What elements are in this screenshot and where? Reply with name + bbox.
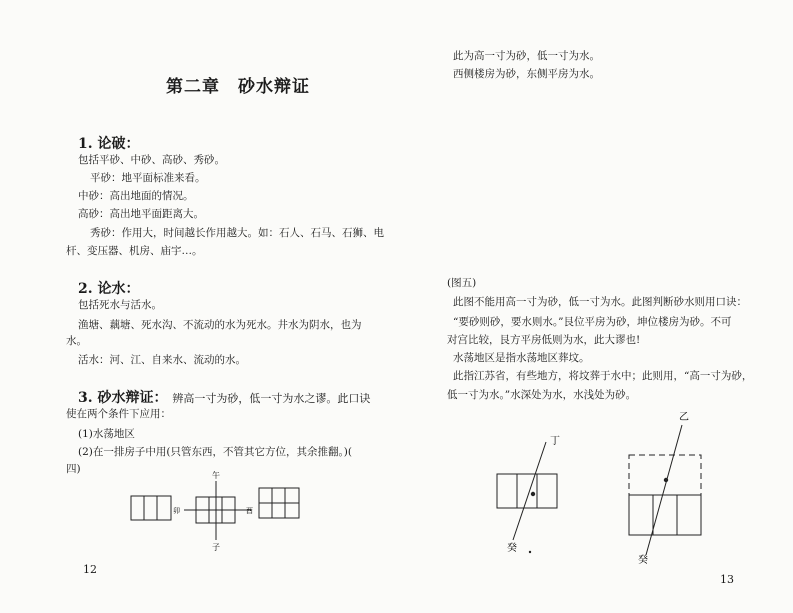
fig5-right-house-lower: [629, 495, 701, 535]
right-line2: 西侧楼房为砂，东侧平房为水。: [453, 68, 600, 80]
page-number-left: 12: [83, 563, 97, 576]
section3-item2-line1: (2)在一排房子中用(只管东西，不管其它方位，其余推翻。)(: [78, 446, 352, 458]
right-p3-line2: 低一寸为水。”水深处为水，水浅处为砂。: [447, 389, 637, 401]
section3-item1: (1)水荡地区: [78, 428, 135, 440]
section1-high: 高砂：高出地平面距离大。: [78, 208, 204, 220]
fig4-label-north: 午: [212, 471, 220, 480]
figure-5-diagram: [400, 0, 793, 613]
section2-heading: 2. 论水：: [78, 281, 140, 297]
right-p1-line3: 对宫比较，艮方平房低则为水，此大谬也!: [447, 334, 641, 346]
fig4-label-south: 子: [212, 543, 220, 552]
section2-dead-line2: 水。: [66, 335, 87, 347]
fig5-left-axis: [513, 442, 546, 540]
right-p2: 水荡地区是指水荡地区葬坟。: [453, 352, 590, 364]
section1-heading: 1. 论破：: [78, 136, 140, 152]
section1-flat: 平砂：地平面标准来看。: [90, 172, 206, 184]
section2-live: 活水：河、江、自来水、流动的水。: [78, 354, 246, 366]
page-number-right: 13: [720, 573, 734, 586]
section1-elegant-line1: 秀砂：作用大，时间越长作用越大。如：石人、石马、石狮、电: [90, 227, 384, 239]
fig5-left-top-label: 丁: [550, 436, 560, 447]
section2-intro: 包括死水与活水。: [78, 299, 162, 311]
fig5-speck: [529, 551, 531, 553]
right-line1: 此为高一寸为砂，低一寸为水。: [453, 50, 600, 62]
fig5-right-center-dot: [664, 478, 668, 482]
fig4-label-west: 卯: [173, 507, 180, 515]
fig5-right-top-label: 乙: [679, 412, 689, 423]
right-p3-line1: 此指江苏省，有些地方，将坟葬于水中；此则用，“高一寸为砂，: [453, 370, 753, 382]
section1-elegant-line2: 杆、变压器、机房、庙宇…。: [66, 245, 203, 257]
figure5-label: (图五): [447, 277, 477, 289]
section2-dead-line1: 渔塘、藕塘、死水沟、不流动的水为死水。井水为阴水，也为: [78, 319, 362, 331]
section1-intro: 包括平砂、中砂、高砂、秀砂。: [78, 154, 225, 166]
section3-rule-text: 辨高一寸为砂，低一寸为水之谬。此口诀: [172, 392, 371, 405]
fig4-label-east: 酉: [246, 507, 253, 515]
section3-condition: 使在两个条件下应用：: [66, 408, 171, 420]
chapter-title: 第二章 砂水辩证: [166, 77, 310, 97]
right-p1-line1: 此图不能用高一寸为砂，低一寸为水。此图判断砂水则用口诀：: [453, 296, 747, 308]
section3-item2-line2: 四): [66, 463, 81, 475]
fig5-right-bottom-label: 癸: [638, 555, 648, 566]
section1-middle: 中砂：高出地面的情况。: [78, 190, 194, 202]
fig5-left-bottom-label: 癸: [507, 543, 517, 554]
fig5-right-house-upper: [629, 455, 701, 495]
fig4-left-house: [131, 496, 171, 520]
fig5-left-house: [497, 474, 557, 508]
section3-heading-text: 3. 砂水辩证：: [78, 390, 168, 406]
right-page: [400, 0, 793, 613]
right-p1-line2: “要砂则砂，要水则水。”艮位平房为砂，坤位楼房为砂。不可: [453, 316, 732, 328]
fig5-left-center-dot: [531, 492, 535, 496]
